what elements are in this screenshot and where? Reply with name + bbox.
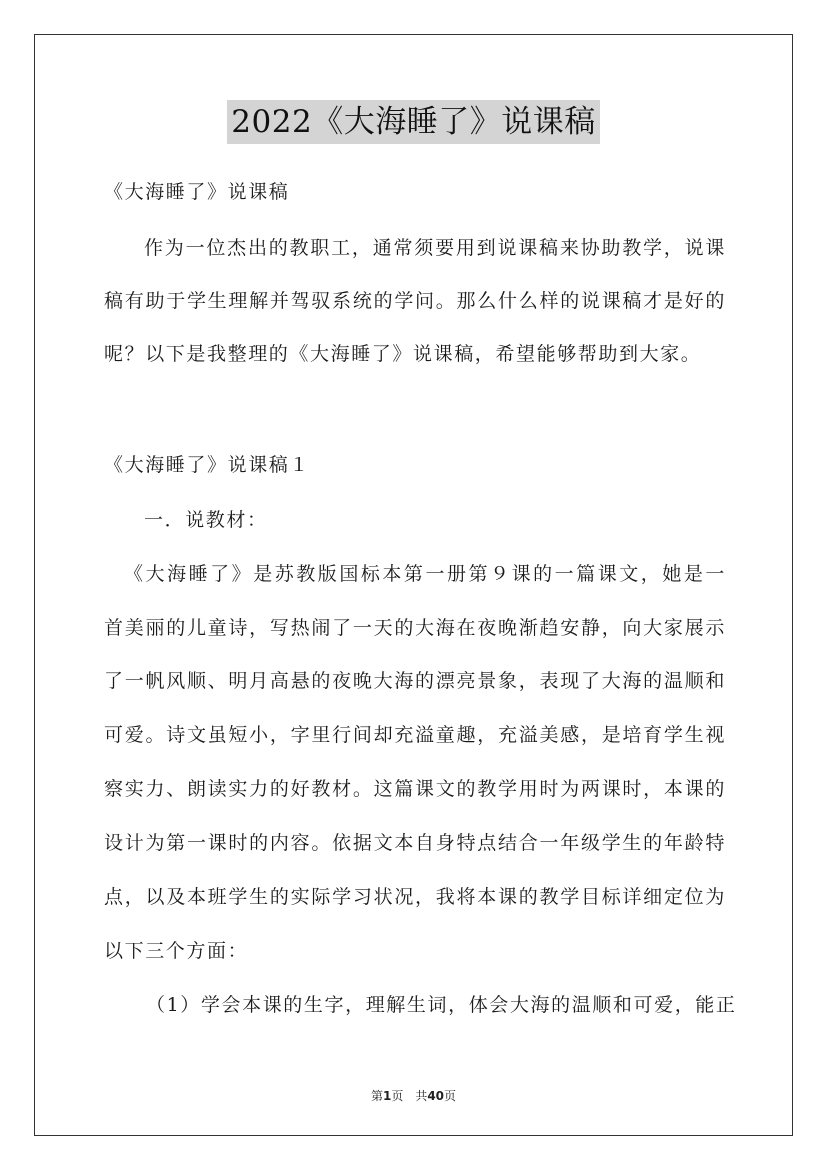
intro-line-2: 稿有助于学生理解并驾驭系统的学问。那么什么样的说课稿才是好的 — [104, 290, 726, 312]
body-line-8: 以下三个方面： — [104, 940, 249, 962]
intro-line-3: 呢？以下是我整理的《大海睡了》说课稿，希望能够帮助到大家。 — [104, 343, 702, 365]
footer-mid: 页 共 — [391, 1089, 428, 1103]
body-line-5: 察实力、朗读实力的好教材。这篇课文的教学用时为两课时，本课的 — [104, 778, 726, 800]
main-heading: 《大海睡了》说课稿 — [104, 181, 290, 203]
subheading: 一．说教材： — [144, 509, 268, 531]
body-line-2: 首美丽的儿童诗，写热闹了一天的大海在夜晚渐趋安静，向大家展示 — [104, 617, 726, 639]
body-line-7: 点，以及本班学生的实际学习状况，我将本课的教学目标详细定位为 — [104, 886, 726, 908]
objective-line-1: （1）学会本课的生字，理解生词，体会大海的温顺和可爱，能正 — [146, 994, 737, 1016]
intro-line-1: 作为一位杰出的教职工，通常须要用到说课稿来协助教学，说课 — [144, 237, 726, 259]
section-heading: 《大海睡了》说课稿１ — [104, 454, 311, 476]
body-line-3: 了一帆风顺、明月高悬的夜晚大海的漂亮景象，表现了大海的温顺和 — [104, 670, 726, 692]
page-footer — [0, 1087, 827, 1104]
body-line-6: 设计为第一课时的内容。依据文本自身特点结合一年级学生的年龄特 — [104, 832, 726, 854]
footer-suffix: 页 — [444, 1089, 457, 1103]
footer-current-page: 1 — [382, 1089, 392, 1103]
title-wrap — [0, 100, 827, 144]
document-title: 2022《大海睡了》说课稿 — [227, 100, 599, 144]
body-line-1: 《大海睡了》是苏教版国标本第一册第９课的一篇课文，她是一 — [124, 563, 726, 585]
body-line-4: 可爱。诗文虽短小，字里行间却充溢童趣，充溢美感，是培育学生视 — [104, 724, 726, 746]
footer-prefix: 第 — [370, 1089, 383, 1103]
footer-total-pages: 40 — [427, 1089, 445, 1103]
